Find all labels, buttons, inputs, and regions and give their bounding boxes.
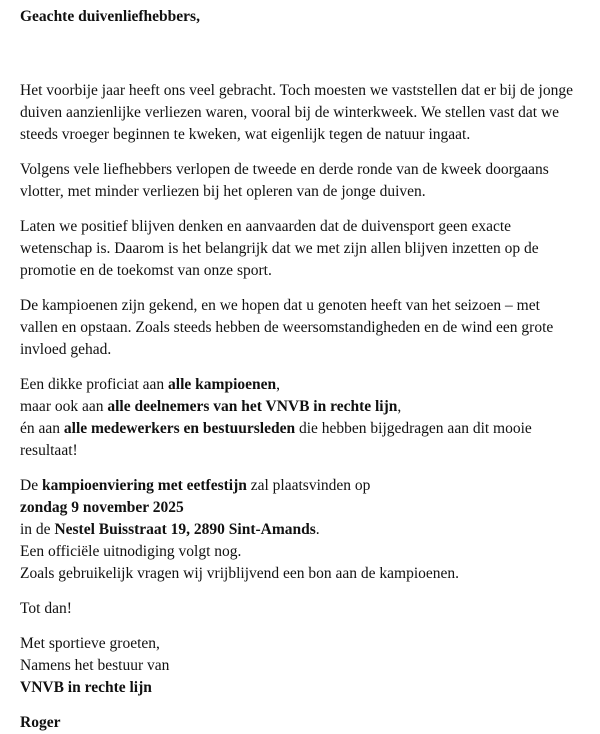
congrats-text: die hebben bijgedragen aan dit mooie resultaat! <box>20 420 532 459</box>
event-line-announcement <box>20 475 580 497</box>
event-text: . <box>315 521 320 538</box>
signature-name: Roger <box>20 714 61 731</box>
paragraph-losses: Het voorbije jaar heeft ons veel gebracht. Toch moesten we vaststellen dat er bij de jonge duiven aanzienlijke verliezen waren, vooral bij de winterkweek. We stellen vast dat we steeds vroeger beginnen te kweken, wat eigenlijk tegen de natuur ingaat. <box>20 82 573 143</box>
event-text: in de <box>20 521 55 538</box>
event-date: zondag 9 november 2025 <box>20 499 184 516</box>
congrats-line-staff <box>20 420 532 459</box>
event-voucher-note: Zoals gebruikelijk vragen wij vrijblijvend een bon aan de kampioenen. <box>20 565 460 582</box>
paragraph-champions-known: De kampioenen zijn gekend, en we hopen dat u genoten heeft van het seizoen – met vallen en opstaan. Zoals steeds hebben de weersomstandigheden en de wind een grote invloed gehad. <box>20 297 554 358</box>
closing-line: Tot dan! <box>20 600 72 617</box>
congrats-emphasis: alle medewerkers en bestuursleden <box>63 420 296 437</box>
congrats-line-champions <box>20 374 580 396</box>
paragraph-positive-thinking: Laten we positief blijven denken en aanvaarden dat de duivensport geen exacte wetenschap is. Daarom is het belangrijk dat we met zijn allen blijven inzetten op de promotie en de toekomst van onze sport. <box>20 218 539 279</box>
event-text: De <box>20 477 42 494</box>
congrats-text: Een dikke proficiat aan <box>20 376 169 393</box>
event-line-location <box>20 519 580 541</box>
event-address: Nestel Buisstraat 19, 2890 Sint-Amands <box>54 521 316 538</box>
event-invitation-note: Een officiële uitnodiging volgt nog. <box>20 543 242 560</box>
congrats-line-participants <box>20 396 580 418</box>
event-text: zal plaatsvinden op <box>246 477 371 494</box>
congrats-text: maar ook aan <box>20 398 108 415</box>
signature-organization: VNVB in rechte lijn <box>20 679 152 696</box>
signature-on-behalf: Namens het bestuur van <box>20 657 170 674</box>
congrats-text: én aan <box>20 420 64 437</box>
signature-block <box>20 633 580 699</box>
greeting-heading: Geachte duivenliefhebbers, <box>20 8 200 25</box>
congrats-emphasis: alle kampioenen <box>168 376 277 393</box>
paragraph-congratulations <box>20 374 580 462</box>
paragraph-breeding-rounds: Volgens vele liefhebbers verlopen de tweede en derde ronde van de kweek doorgaans vlotter, met minder verliezen bij het opleren van de jonge duiven. <box>20 161 549 200</box>
signature-regards: Met sportieve groeten, <box>20 635 160 652</box>
congrats-emphasis: alle deelnemers van het VNVB in rechte lijn <box>107 398 398 415</box>
event-name: kampioenviering met eetfestijn <box>41 477 247 494</box>
congrats-text: , <box>397 398 402 415</box>
signature-name-block <box>20 712 580 734</box>
congrats-text: , <box>276 376 280 393</box>
paragraph-event-details <box>20 475 580 585</box>
